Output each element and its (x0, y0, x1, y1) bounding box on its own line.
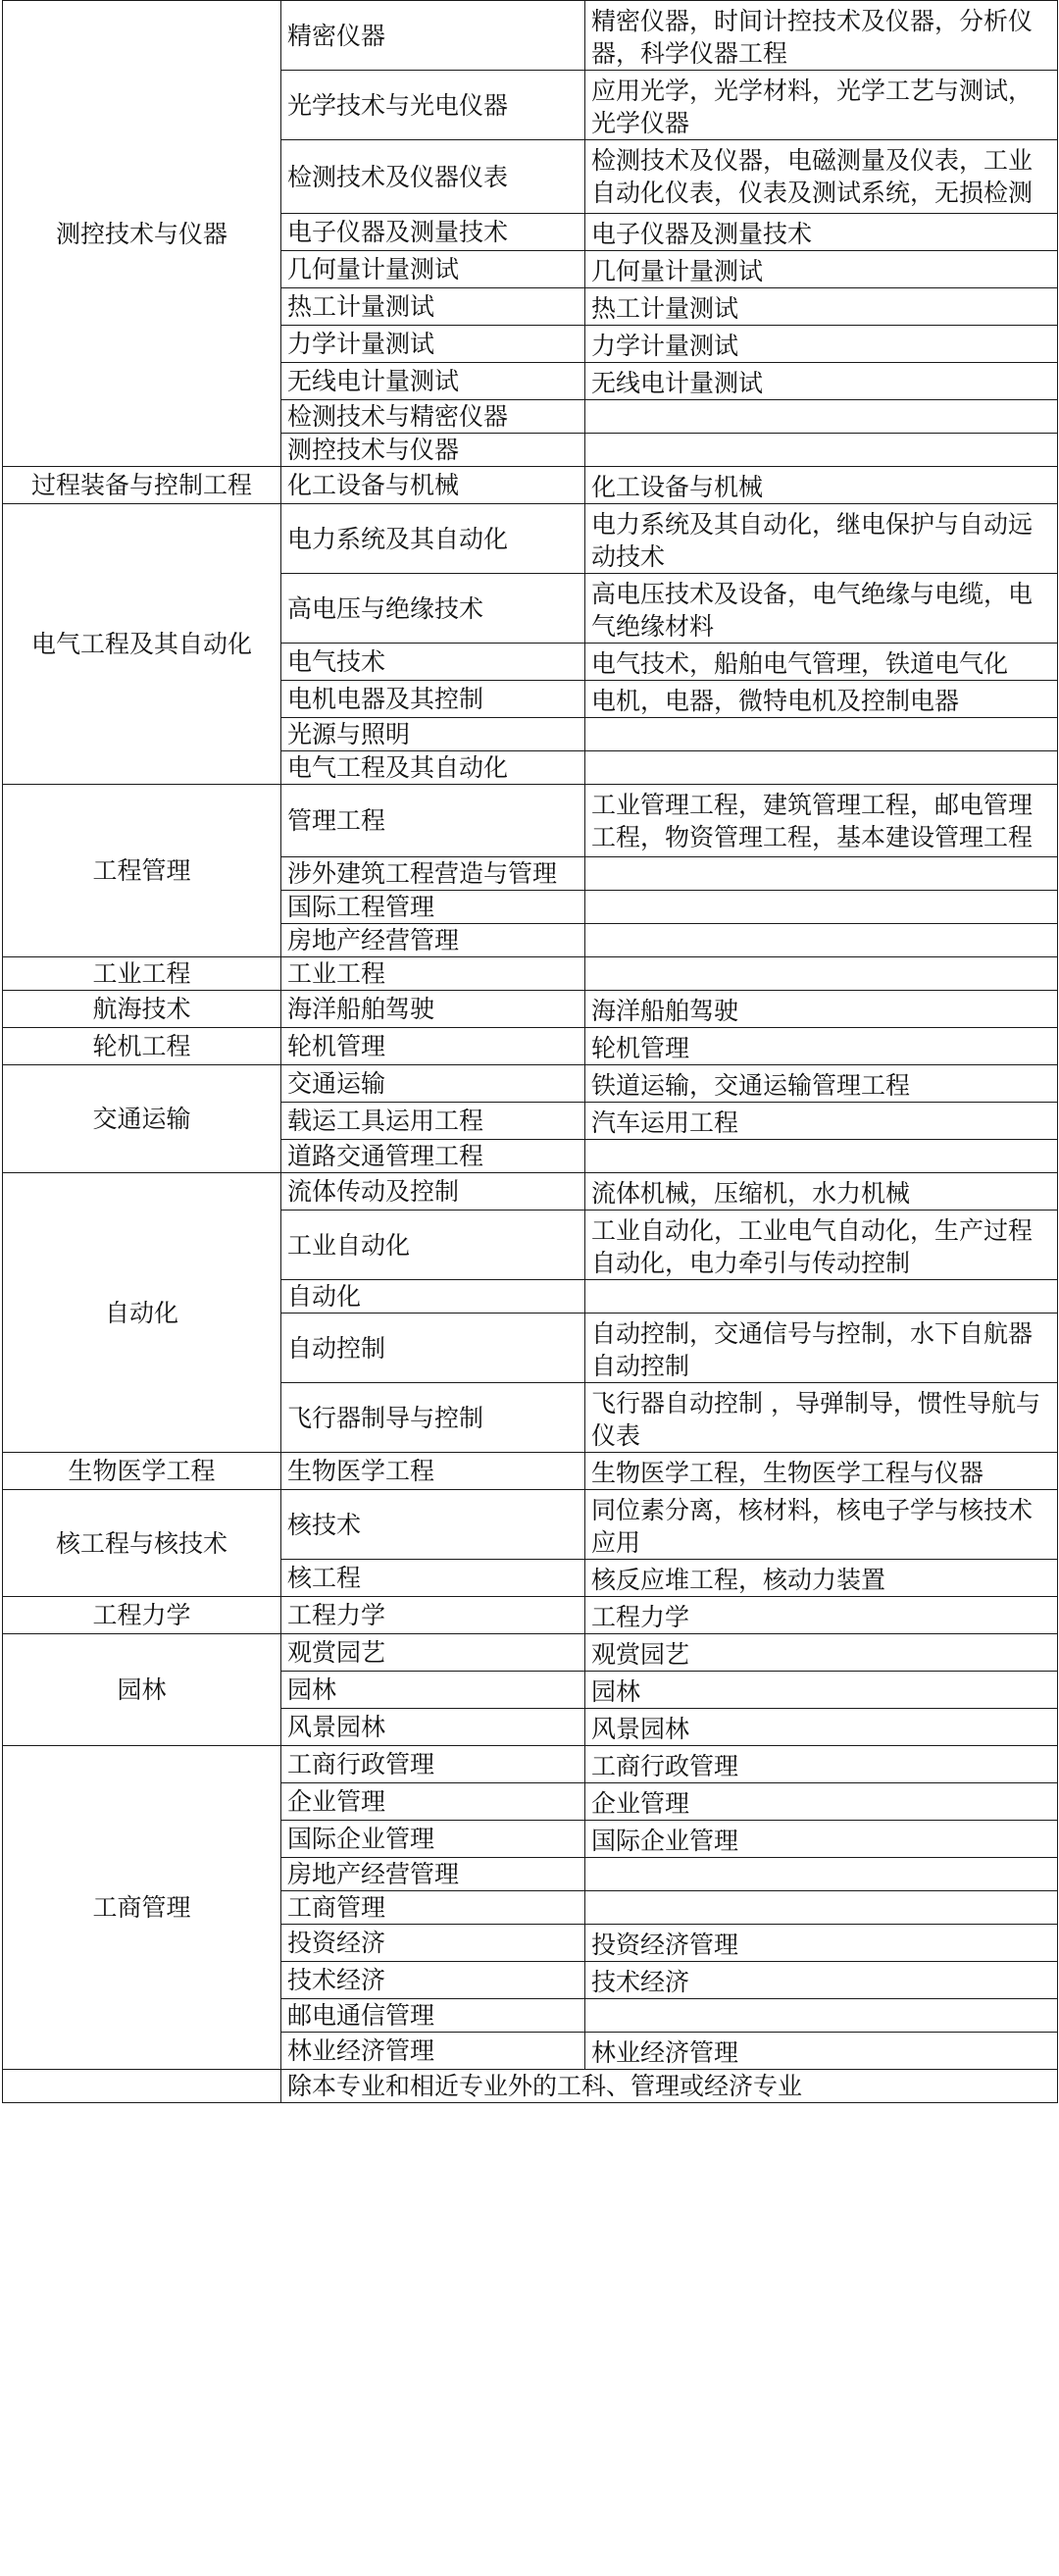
old-major-cell: 无线电计量测试 (585, 363, 1058, 400)
old-major-cell: 观赏园艺 (585, 1634, 1058, 1672)
old-major-cell: 轮机管理 (585, 1028, 1058, 1065)
major-cell: 企业管理 (281, 1783, 585, 1821)
old-major-cell: 同位素分离，核材料，核电子学与核技术应用 (585, 1490, 1058, 1560)
table-row (3, 1746, 1058, 1783)
major-cell: 光学技术与光电仪器 (281, 71, 585, 140)
footer-row (3, 2070, 1058, 2103)
major-cell: 房地产经营管理 (281, 1858, 585, 1891)
major-cell: 测控技术与仪器 (281, 434, 585, 467)
major-cell: 几何量计量测试 (281, 251, 585, 288)
category-cell: 航海技术 (3, 991, 281, 1028)
major-cell: 涉外建筑工程营造与管理 (281, 857, 585, 891)
table-row (3, 1597, 1058, 1634)
old-major-cell: 电子仪器及测量技术 (585, 214, 1058, 251)
major-cell: 自动化 (281, 1280, 585, 1314)
old-major-cell (585, 957, 1058, 991)
old-major-cell: 园林 (585, 1672, 1058, 1709)
old-major-cell (585, 1140, 1058, 1173)
old-major-cell: 林业经济管理 (585, 2033, 1058, 2070)
major-cell: 电机电器及其控制 (281, 681, 585, 718)
major-cell: 热工计量测试 (281, 288, 585, 326)
major-cell: 工业工程 (281, 957, 585, 991)
old-major-cell (585, 1858, 1058, 1891)
old-major-cell: 工程力学 (585, 1597, 1058, 1634)
category-cell: 电气工程及其自动化 (3, 504, 281, 785)
old-major-cell: 检测技术及仪器，电磁测量及仪表，工业自动化仪表，仪表及测试系统，无损检测 (585, 140, 1058, 214)
footer-category-cell (3, 2070, 281, 2103)
table-row (3, 957, 1058, 991)
old-major-cell (585, 891, 1058, 924)
major-cell: 国际工程管理 (281, 891, 585, 924)
major-cell: 轮机管理 (281, 1028, 585, 1065)
category-cell: 工程管理 (3, 785, 281, 957)
major-cell: 工商行政管理 (281, 1746, 585, 1783)
major-cell: 精密仪器 (281, 1, 585, 71)
major-cell: 交通运输 (281, 1065, 585, 1103)
major-cell: 光源与照明 (281, 718, 585, 751)
table-row (3, 1173, 1058, 1211)
category-cell: 园林 (3, 1634, 281, 1746)
table-row (3, 991, 1058, 1028)
old-major-cell: 电机，电器，微特电机及控制电器 (585, 681, 1058, 718)
table-row (3, 1453, 1058, 1490)
old-major-cell: 核反应堆工程，核动力装置 (585, 1560, 1058, 1597)
old-major-cell: 飞行器自动控制 ，导弹制导，惯性导航与仪表 (585, 1383, 1058, 1453)
major-cell: 检测技术与精密仪器 (281, 400, 585, 434)
old-major-cell: 汽车运用工程 (585, 1103, 1058, 1140)
old-major-cell: 流体机械，压缩机，水力机械 (585, 1173, 1058, 1211)
major-cell: 无线电计量测试 (281, 363, 585, 400)
major-cell: 工业自动化 (281, 1211, 585, 1280)
category-cell: 工程力学 (3, 1597, 281, 1634)
old-major-cell (585, 434, 1058, 467)
old-major-cell: 电气技术，船舶电气管理，铁道电气化 (585, 644, 1058, 681)
old-major-cell: 生物医学工程，生物医学工程与仪器 (585, 1453, 1058, 1490)
major-cell: 管理工程 (281, 785, 585, 857)
major-cell: 观赏园艺 (281, 1634, 585, 1672)
major-cell: 生物医学工程 (281, 1453, 585, 1490)
table-row (3, 1065, 1058, 1103)
major-cell: 房地产经营管理 (281, 924, 585, 957)
major-cell: 载运工具运用工程 (281, 1103, 585, 1140)
category-cell: 轮机工程 (3, 1028, 281, 1065)
major-cell: 力学计量测试 (281, 326, 585, 363)
table-row (3, 1490, 1058, 1560)
table-row (3, 504, 1058, 574)
category-cell: 交通运输 (3, 1065, 281, 1173)
old-major-cell (585, 1891, 1058, 1925)
table-row (3, 1028, 1058, 1065)
major-cell: 工程力学 (281, 1597, 585, 1634)
category-cell: 工商管理 (3, 1746, 281, 2070)
old-major-cell: 力学计量测试 (585, 326, 1058, 363)
old-major-cell: 铁道运输，交通运输管理工程 (585, 1065, 1058, 1103)
old-major-cell (585, 400, 1058, 434)
major-cell: 风景园林 (281, 1709, 585, 1746)
major-cell: 流体传动及控制 (281, 1173, 585, 1211)
major-cell: 投资经济 (281, 1925, 585, 1962)
old-major-cell: 应用光学，光学材料，光学工艺与测试，光学仪器 (585, 71, 1058, 140)
old-major-cell: 电力系统及其自动化，继电保护与自动远动技术 (585, 504, 1058, 574)
category-cell: 自动化 (3, 1173, 281, 1453)
major-cell: 电气技术 (281, 644, 585, 681)
old-major-cell (585, 751, 1058, 785)
major-cell: 海洋船舶驾驶 (281, 991, 585, 1028)
old-major-cell: 技术经济 (585, 1962, 1058, 1999)
major-cell: 电力系统及其自动化 (281, 504, 585, 574)
old-major-cell (585, 924, 1058, 957)
footer-note-cell: 除本专业和相近专业外的工科、管理或经济专业 (281, 2070, 1058, 2103)
major-cell: 自动控制 (281, 1314, 585, 1383)
major-cell: 飞行器制导与控制 (281, 1383, 585, 1453)
old-major-cell (585, 1999, 1058, 2033)
old-major-cell: 海洋船舶驾驶 (585, 991, 1058, 1028)
old-major-cell: 工业管理工程，建筑管理工程，邮电管理工程，物资管理工程，基本建设管理工程 (585, 785, 1058, 857)
category-cell: 生物医学工程 (3, 1453, 281, 1490)
category-cell: 测控技术与仪器 (3, 1, 281, 467)
majors-table (2, 0, 1058, 2103)
old-major-cell: 高电压技术及设备，电气绝缘与电缆，电气绝缘材料 (585, 574, 1058, 644)
major-cell: 邮电通信管理 (281, 1999, 585, 2033)
old-major-cell: 几何量计量测试 (585, 251, 1058, 288)
major-cell: 林业经济管理 (281, 2033, 585, 2070)
major-cell: 化工设备与机械 (281, 467, 585, 504)
table-row (3, 785, 1058, 857)
major-cell: 技术经济 (281, 1962, 585, 1999)
major-cell: 核技术 (281, 1490, 585, 1560)
old-major-cell: 化工设备与机械 (585, 467, 1058, 504)
category-cell: 工业工程 (3, 957, 281, 991)
major-cell: 电子仪器及测量技术 (281, 214, 585, 251)
old-major-cell (585, 718, 1058, 751)
major-cell: 电气工程及其自动化 (281, 751, 585, 785)
major-cell: 检测技术及仪器仪表 (281, 140, 585, 214)
major-cell: 高电压与绝缘技术 (281, 574, 585, 644)
old-major-cell: 风景园林 (585, 1709, 1058, 1746)
old-major-cell: 工商行政管理 (585, 1746, 1058, 1783)
table-row (3, 1, 1058, 71)
table-row (3, 467, 1058, 504)
major-cell: 园林 (281, 1672, 585, 1709)
major-cell: 国际企业管理 (281, 1821, 585, 1858)
old-major-cell: 热工计量测试 (585, 288, 1058, 326)
old-major-cell: 投资经济管理 (585, 1925, 1058, 1962)
major-cell: 核工程 (281, 1560, 585, 1597)
category-cell: 过程装备与控制工程 (3, 467, 281, 504)
old-major-cell: 国际企业管理 (585, 1821, 1058, 1858)
old-major-cell: 企业管理 (585, 1783, 1058, 1821)
old-major-cell: 工业自动化，工业电气自动化，生产过程自动化，电力牵引与传动控制 (585, 1211, 1058, 1280)
table-body (3, 1, 1058, 2103)
major-cell: 工商管理 (281, 1891, 585, 1925)
old-major-cell: 自动控制，交通信号与控制，水下自航器自动控制 (585, 1314, 1058, 1383)
old-major-cell: 精密仪器，时间计控技术及仪器，分析仪器，科学仪器工程 (585, 1, 1058, 71)
old-major-cell (585, 857, 1058, 891)
category-cell: 核工程与核技术 (3, 1490, 281, 1597)
major-cell: 道路交通管理工程 (281, 1140, 585, 1173)
table-row (3, 1634, 1058, 1672)
old-major-cell (585, 1280, 1058, 1314)
